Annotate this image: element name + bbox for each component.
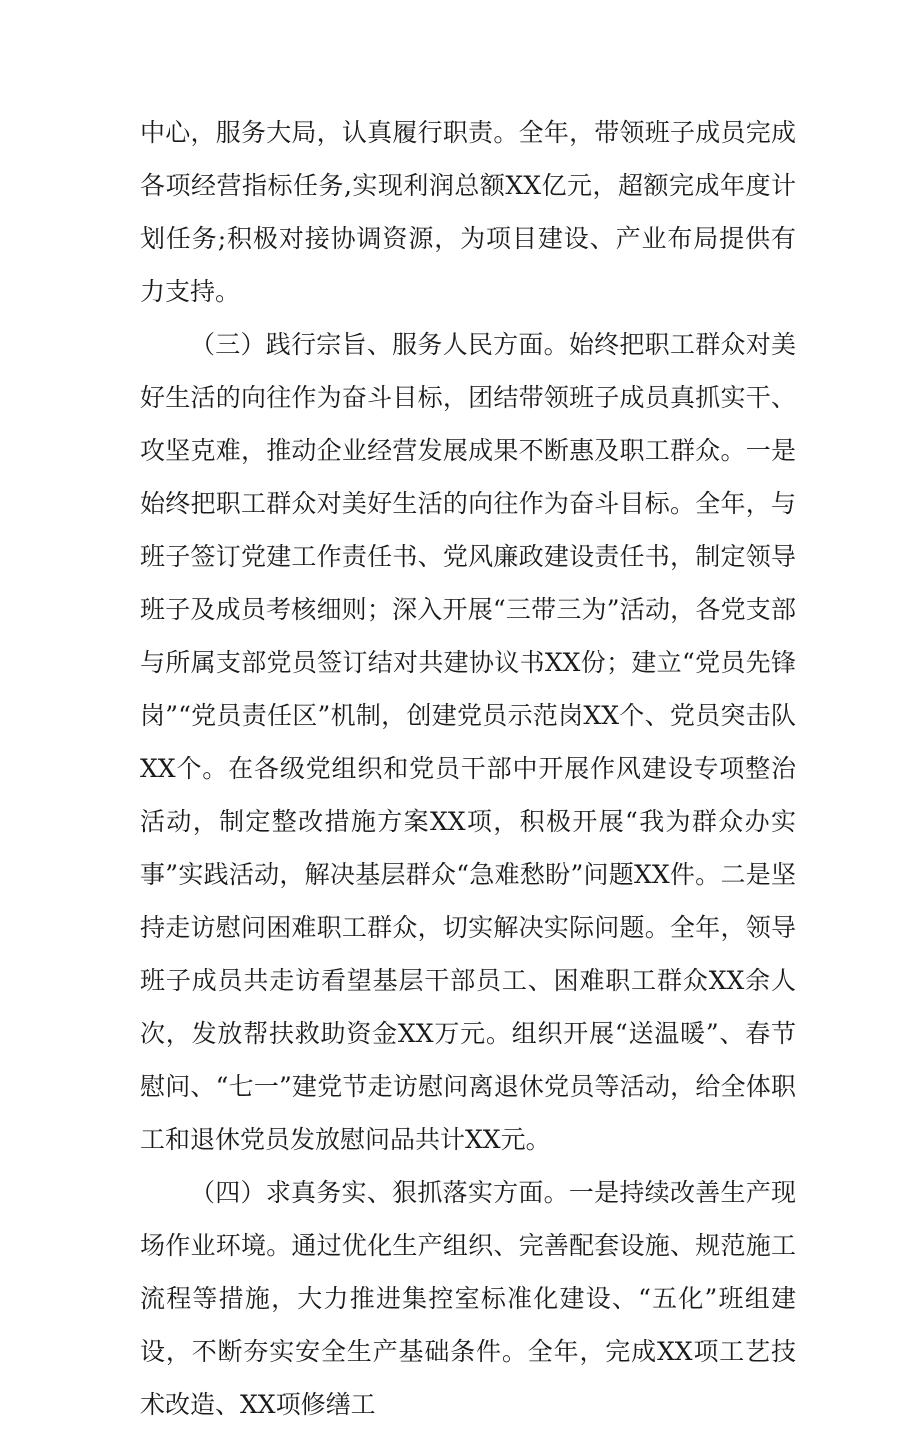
document-body xyxy=(140,106,796,1431)
paragraph-continuation: 中心，服务大局，认真履行职责。全年，带领班子成员完成各项经营指标任务,实现利润总额XX亿元，超额完成年度计划任务;积极对接协调资源，为项目建设、产业布局提供有力支持。 xyxy=(140,118,796,306)
paragraph-section-four: （四）求真务实、狠抓落实方面。一是持续改善生产现场作业环境。通过优化生产组织、完善配套设施、规范施工流程等措施，大力推进集控室标准化建设、“五化”班组建设，不断夯实安全生产基础条件。全年，完成XX项工艺技术改造、XX项修缮工 xyxy=(140,1178,796,1419)
paragraph-section-three: （三）践行宗旨、服务人民方面。始终把职工群众对美好生活的向往作为奋斗目标，团结带领班子成员真抓实干、攻坚克难，推动企业经营发展成果不断惠及职工群众。一是始终把职工群众对美好生活的向往作为奋斗目标。全年，与班子签订党建工作责任书、党风廉政建设责任书，制定领导班子及成员考核细则；深入开展“三带三为”活动，各党支部与所属支部党员签订结对共建协议书XX份；建立“党员先锋岗”“党员责任区”机制，创建党员示范岗XX个、党员突击队XX个。在各级党组织和党员干部中开展作风建设专项整治活动，制定整改措施方案XX项，积极开展“我为群众办实事”实践活动，解决基层群众“急难愁盼”问题XX件。二是坚持走访慰问困难职工群众，切实解决实际问题。全年，领导班子成员共走访看望基层干部员工、困难职工群众XX余人次，发放帮扶救助资金XX万元。组织开展“送温暖”、春节慰问、“七一”建党节走访慰问离退休党员等活动，给全体职工和退休党员发放慰问品共计XX元。 xyxy=(140,330,796,1154)
